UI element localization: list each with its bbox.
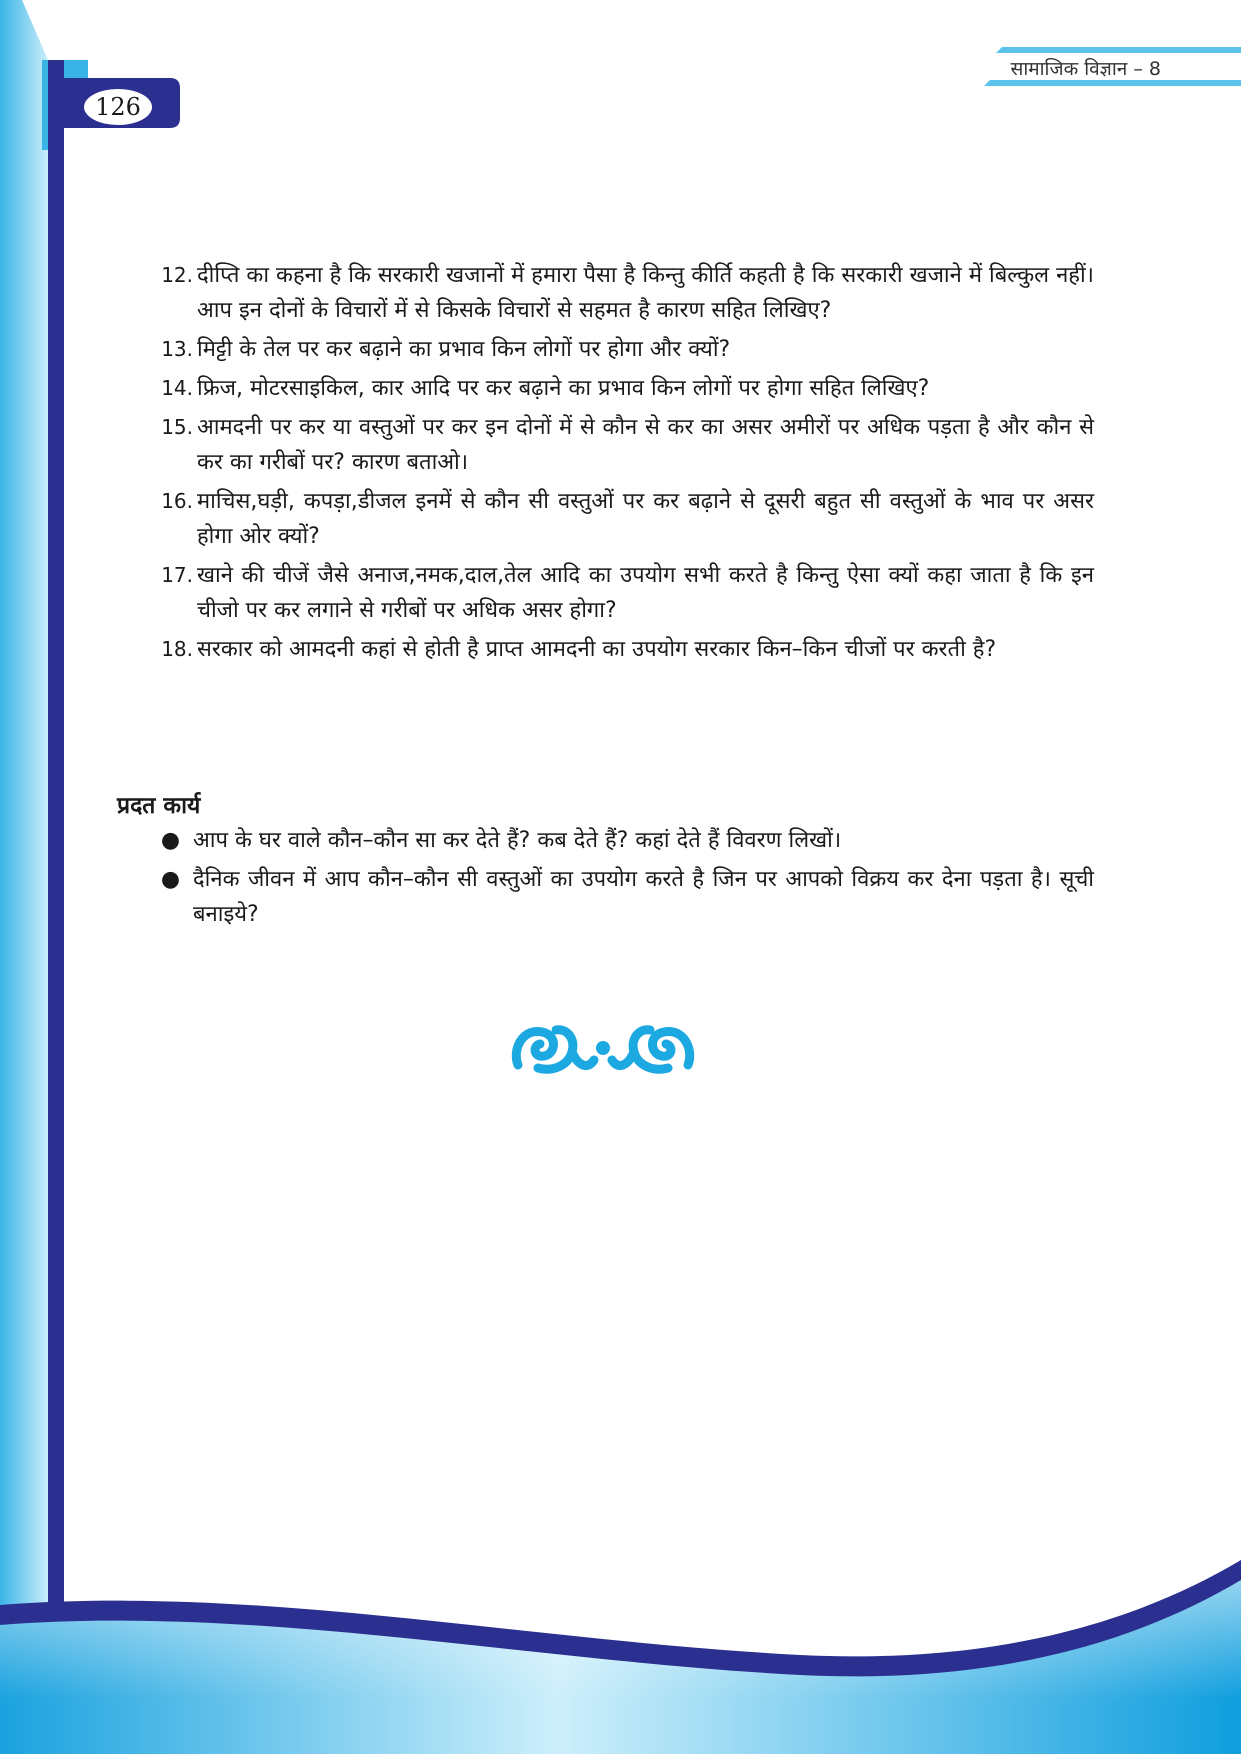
- question-text: सरकार को आमदनी कहां से होती है प्राप्त आमदनी का उपयोग सरकार किन–किन चीजों पर करती है?: [197, 637, 997, 662]
- question-item: [148, 558, 1094, 628]
- question-list: [148, 258, 1094, 671]
- question-item: [148, 258, 1094, 328]
- question-number: 18.: [161, 637, 193, 661]
- bullet-icon: ●: [160, 867, 181, 892]
- question-number: 17.: [161, 563, 193, 587]
- question-item: [148, 371, 1094, 406]
- question-item: [148, 632, 1094, 667]
- activity-list: [148, 823, 1094, 936]
- activity-item: [148, 862, 1094, 932]
- book-title: सामाजिक विज्ञान – 8: [1010, 58, 1161, 80]
- question-text: खाने की चीजें जैसे अनाज,नमक,दाल,तेल आदि का उपयोग सभी करते है किन्तु ऐसा क्यों कहा जाता है कि इन चीजो पर कर लगाने से गरीबों पर अधिक असर होगा?: [197, 563, 1094, 623]
- activity-text: दैनिक जीवन में आप कौन–कौन सी वस्तुओं का उपयोग करते है जिन पर आपको विक्रय कर देना पड़ता है। सूची बनाइये?: [193, 867, 1094, 927]
- question-number: 15.: [161, 415, 193, 439]
- chapter-end-ornament-icon: [508, 1010, 698, 1080]
- question-number: 14.: [161, 376, 193, 400]
- question-item: [148, 332, 1094, 367]
- activity-heading: प्रदत कार्य: [117, 793, 201, 819]
- left-band: [0, 0, 48, 1754]
- question-number: 16.: [161, 489, 193, 513]
- activity-item: [148, 823, 1094, 858]
- question-text: माचिस,घड़ी, कपड़ा,डीजल इनमें से कौन सी वस्तुओं पर कर बढ़ाने से दूसरी बहुत सी वस्तुओं के भाव पर असर होगा ओर क्यों?: [197, 489, 1094, 549]
- header-rule-top: [996, 47, 1241, 53]
- question-text: आमदनी पर कर या वस्तुओं पर कर इन दोनों में से कौन से कर का असर अमीरों पर अधिक पड़ता है और कौन से कर का गरीबों पर? कारण बताओ।: [197, 415, 1094, 475]
- question-text: मिट्टी के तेल पर कर बढ़ाने का प्रभाव किन लोगों पर होगा और क्यों?: [197, 337, 731, 362]
- question-number: 12.: [161, 263, 193, 287]
- bullet-icon: ●: [160, 828, 181, 853]
- page-number: 126: [95, 93, 141, 121]
- question-text: फ्रिज, मोटरसाइकिल, कार आदि पर कर बढ़ाने का प्रभाव किन लोगों पर होगा सहित लिखिए?: [197, 376, 930, 401]
- flag-pole: [48, 60, 64, 1660]
- question-number: 13.: [161, 337, 193, 361]
- question-item: [148, 410, 1094, 480]
- question-item: [148, 484, 1094, 554]
- question-text: दीप्ति का कहना है कि सरकारी खजानों में हमारा पैसा है किन्तु कीर्ति कहती है कि सरकारी खजाने में बिल्कुल नहीं। आप इन दोनों के विचारों में से किसके विचारों से सहमत है कारण सहित लिखिए?: [197, 263, 1094, 323]
- activity-text: आप के घर वाले कौन–कौन सा कर देते हैं? कब देते हैं? कहां देते हैं विवरण लिखों।: [193, 828, 842, 853]
